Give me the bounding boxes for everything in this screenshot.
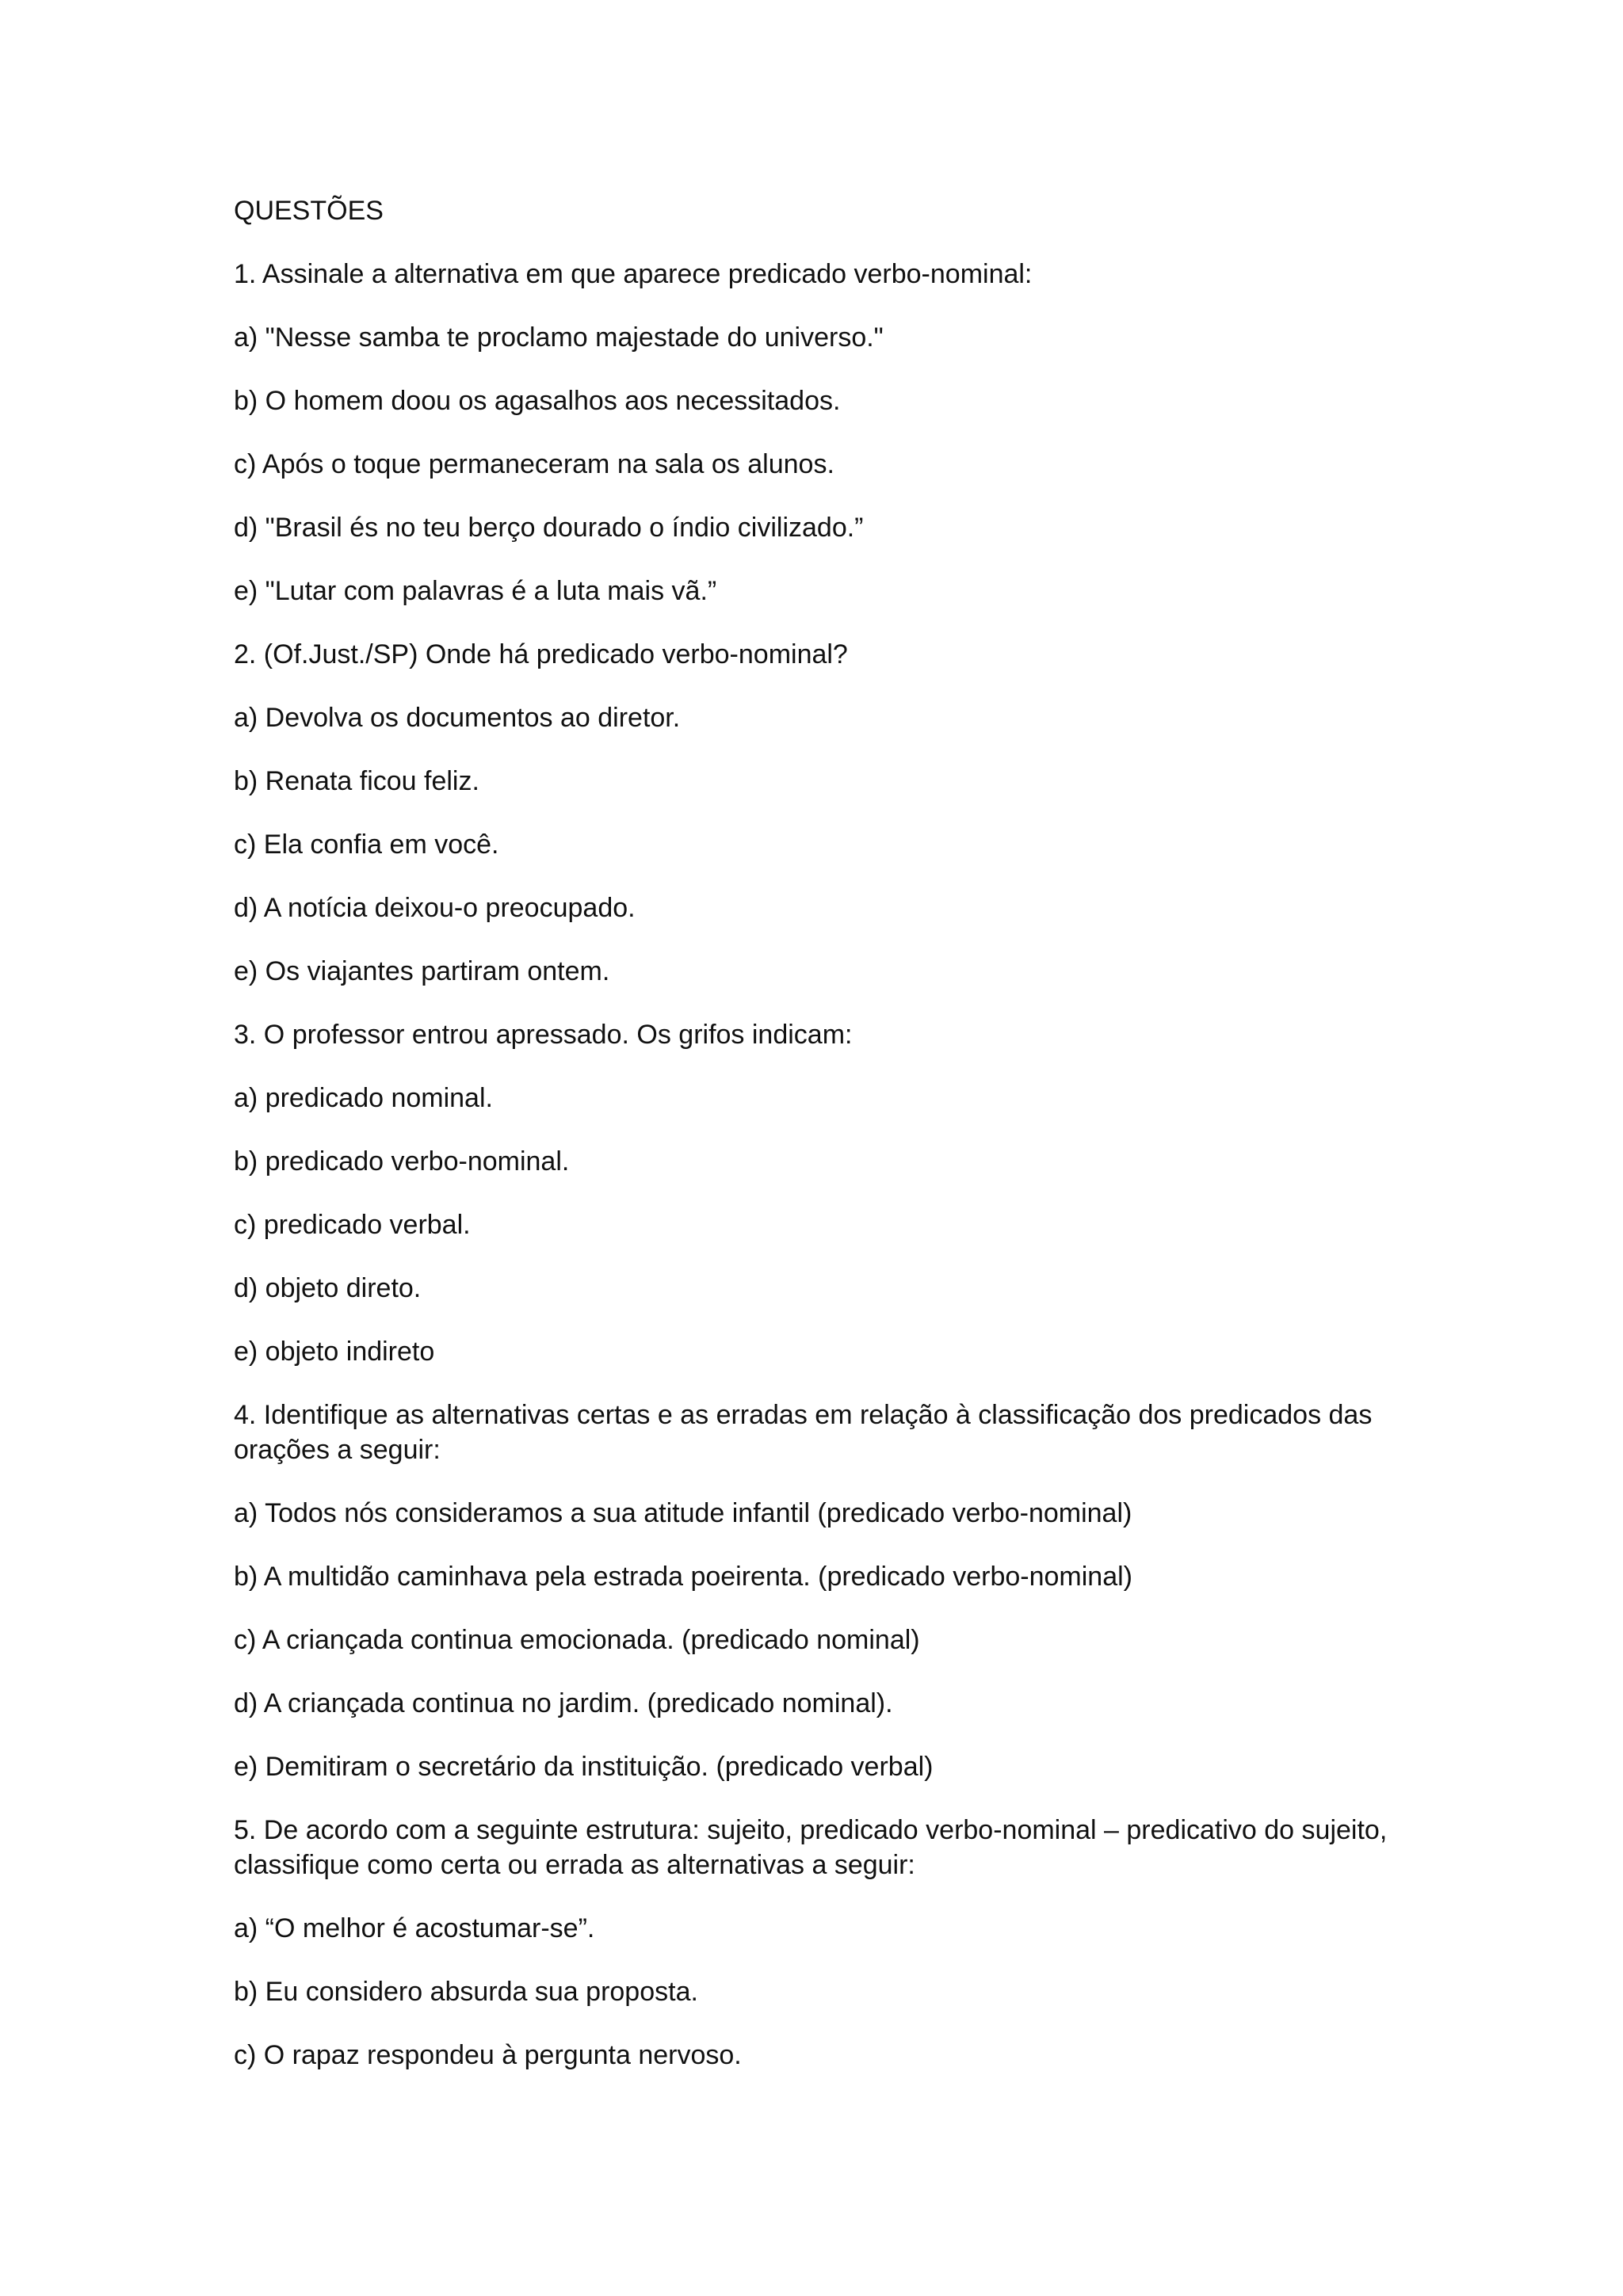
question-3-option-a: a) predicado nominal. — [234, 1083, 493, 1113]
document-content — [234, 193, 1407, 2101]
page-heading: QUESTÕES — [234, 196, 384, 226]
question-4-text: 4. Identifique as alternativas certas e as erradas em relação à classificação dos predicados das orações a seguir: — [234, 1400, 1373, 1465]
question-1-option-b: b) O homem doou os agasalhos aos necessitados. — [234, 386, 841, 416]
question-4-option-e: e) Demitiram o secretário da instituição. (predicado verbal) — [234, 1752, 934, 1782]
question-4-option-c: c) A criançada continua emocionada. (predicado nominal) — [234, 1625, 920, 1655]
question-3-option-c: c) predicado verbal. — [234, 1210, 471, 1240]
question-4-option-b: b) A multidão caminhava pela estrada poeirenta. (predicado verbo-nominal) — [234, 1562, 1132, 1592]
question-1-option-a: a) "Nesse samba te proclamo majestade do universo." — [234, 322, 884, 353]
question-1-text: 1. Assinale a alternativa em que aparece predicado verbo-nominal: — [234, 259, 1033, 289]
question-5-option-c: c) O rapaz respondeu à pergunta nervoso. — [234, 2040, 742, 2070]
question-5-text: 5. De acordo com a seguinte estrutura: sujeito, predicado verbo-nominal – predicativo do sujeito, classifique como certa ou errada as alternativas a seguir: — [234, 1815, 1388, 1880]
question-3-option-b: b) predicado verbo-nominal. — [234, 1146, 570, 1177]
question-1-option-e: e) "Lutar com palavras é a luta mais vã.” — [234, 576, 717, 606]
question-1-option-c: c) Após o toque permaneceram na sala os alunos. — [234, 449, 834, 479]
question-5-option-b: b) Eu considero absurda sua proposta. — [234, 1977, 698, 2007]
question-2-option-b: b) Renata ficou feliz. — [234, 766, 479, 796]
question-3-option-e: e) objeto indireto — [234, 1337, 435, 1367]
question-3-option-d: d) objeto direto. — [234, 1273, 422, 1303]
question-2-option-d: d) A notícia deixou-o preocupado. — [234, 893, 636, 923]
question-1-option-d: d) "Brasil és no teu berço dourado o índio civilizado.” — [234, 513, 864, 543]
question-2-option-a: a) Devolva os documentos ao diretor. — [234, 703, 681, 733]
question-4-option-a: a) Todos nós consideramos a sua atitude infantil (predicado verbo-nominal) — [234, 1498, 1132, 1528]
question-4-option-d: d) A criançada continua no jardim. (predicado nominal). — [234, 1688, 893, 1718]
question-3-text: 3. O professor entrou apressado. Os grifos indicam: — [234, 1020, 853, 1050]
question-2-text: 2. (Of.Just./SP) Onde há predicado verbo-nominal? — [234, 639, 848, 669]
question-5-option-a: a) “O melhor é acostumar-se”. — [234, 1913, 595, 1943]
question-2-option-e: e) Os viajantes partiram ontem. — [234, 956, 610, 986]
question-2-option-c: c) Ela confia em você. — [234, 830, 499, 860]
